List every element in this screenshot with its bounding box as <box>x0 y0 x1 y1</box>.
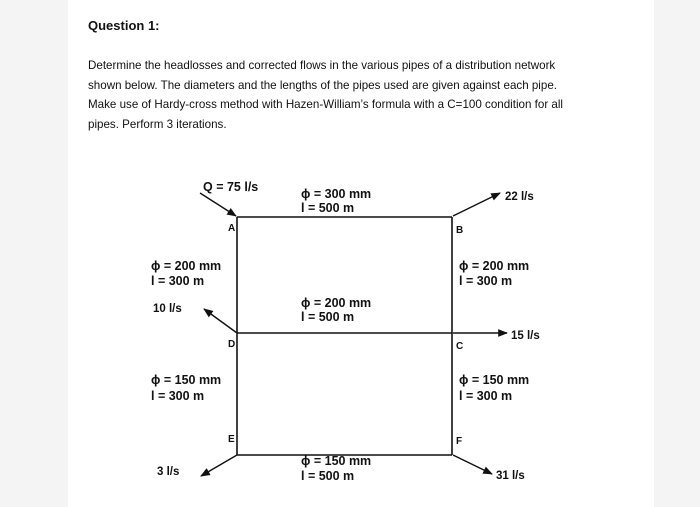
node-c-label: C <box>456 341 464 352</box>
question-line: shown below. The diameters and the lengths of the pipes used are given against each pipe. <box>88 78 558 92</box>
outflow-label-c: 15 l/s <box>511 330 540 342</box>
question-line: Determine the headlosses and corrected flows in the various pipes of a distribution network <box>88 59 556 72</box>
inflow-arrow <box>200 193 236 216</box>
outflow-label-d: 10 l/s <box>153 303 182 315</box>
outflow-arrow-f <box>453 455 492 474</box>
pipe-de-length: l = 300 m <box>151 389 205 403</box>
pipe-ab-diameter: ϕ = 300 mm <box>301 187 372 201</box>
outflow-arrow-d <box>204 309 237 333</box>
pipe-ad-length: l = 300 m <box>151 274 205 288</box>
outflow-label-b: 22 l/s <box>505 191 534 203</box>
pipe-ab-length: l = 500 m <box>301 201 355 215</box>
pipe-de-diameter: ϕ = 150 mm <box>151 373 222 387</box>
outflow-label-e: 3 l/s <box>157 466 180 478</box>
node-a-label: A <box>228 223 236 234</box>
question-line: Make use of Hardy-cross method with Hazen-William’s formula with a C=100 condition for all <box>88 98 563 112</box>
node-d-label: D <box>228 339 236 350</box>
inflow-label: Q = 75 l/s <box>203 180 259 194</box>
pipe-ad-diameter: ϕ = 200 mm <box>151 259 222 273</box>
outflow-label-f: 31 l/s <box>496 470 525 482</box>
pipe-bc-diameter: ϕ = 200 mm <box>459 259 530 273</box>
pipe-cf-length: l = 300 m <box>459 389 513 403</box>
node-b-label: B <box>456 225 464 236</box>
pipe-ef-diameter: ϕ = 150 mm <box>301 454 372 468</box>
question-line: pipes. Perform 3 iterations. <box>88 117 227 131</box>
outflow-arrow-b <box>453 193 500 216</box>
question-title: Question 1: <box>88 18 160 33</box>
pipe-dc-diameter: ϕ = 200 mm <box>301 296 372 310</box>
outflow-arrow-e <box>201 455 237 476</box>
pipe-cf-diameter: ϕ = 150 mm <box>459 373 530 387</box>
pipe-dc-length: l = 500 m <box>301 310 355 324</box>
pipe-ef-length: l = 500 m <box>301 469 355 483</box>
node-e-label: E <box>228 434 235 445</box>
pipe-bc-length: l = 300 m <box>459 274 513 288</box>
node-f-label: F <box>456 436 463 447</box>
